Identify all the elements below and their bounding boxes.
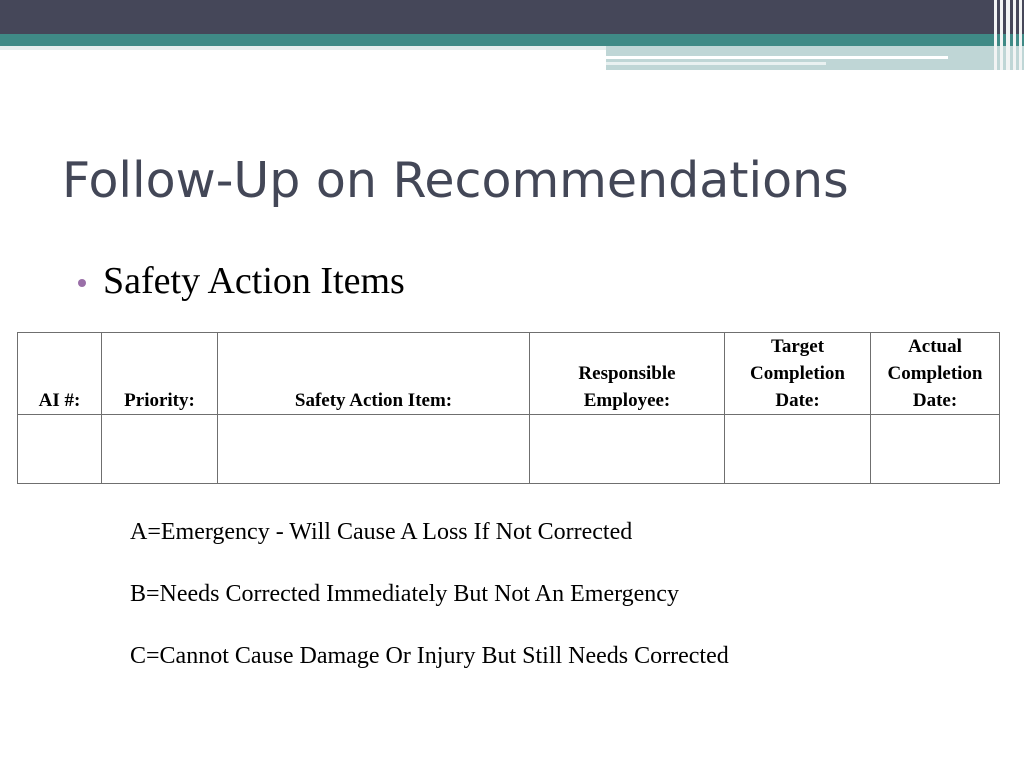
cell-responsible-employee[interactable]	[530, 415, 725, 484]
header-target-completion-date: Target Completion Date:	[725, 333, 871, 415]
header-safety-action-item: Safety Action Item:	[218, 333, 530, 415]
legend-priority-b: B=Needs Corrected Immediately But Not An Emergency	[130, 581, 679, 607]
cell-target-completion-date[interactable]	[725, 415, 871, 484]
header-line-2	[606, 62, 826, 65]
safety-action-table	[17, 332, 1000, 484]
cell-ai-number[interactable]	[18, 415, 102, 484]
legend-priority-a: A=Emergency - Will Cause A Loss If Not Corrected	[130, 519, 633, 545]
header-line-1	[606, 56, 948, 59]
bullet-text: Safety Action Items	[103, 260, 405, 302]
bullet-icon	[78, 279, 86, 287]
header-actual-completion-date: Actual Completion Date:	[871, 333, 1000, 415]
header-priority: Priority:	[102, 333, 218, 415]
header-ai-number: AI #:	[18, 333, 102, 415]
cell-safety-action-item[interactable]	[218, 415, 530, 484]
slide-title: Follow-Up on Recommendations	[62, 152, 849, 209]
table-header-row	[18, 333, 1000, 415]
header-band-teal	[0, 34, 1024, 46]
header-band-dark	[0, 0, 1024, 34]
cell-actual-completion-date[interactable]	[871, 415, 1000, 484]
header-responsible-employee: Responsible Employee:	[530, 333, 725, 415]
table-row	[18, 415, 1000, 484]
cell-priority[interactable]	[102, 415, 218, 484]
header-vertical-stripes	[992, 0, 1024, 70]
header-band-light	[0, 46, 606, 50]
legend-priority-c: C=Cannot Cause Damage Or Injury But Still Needs Corrected	[130, 643, 729, 669]
